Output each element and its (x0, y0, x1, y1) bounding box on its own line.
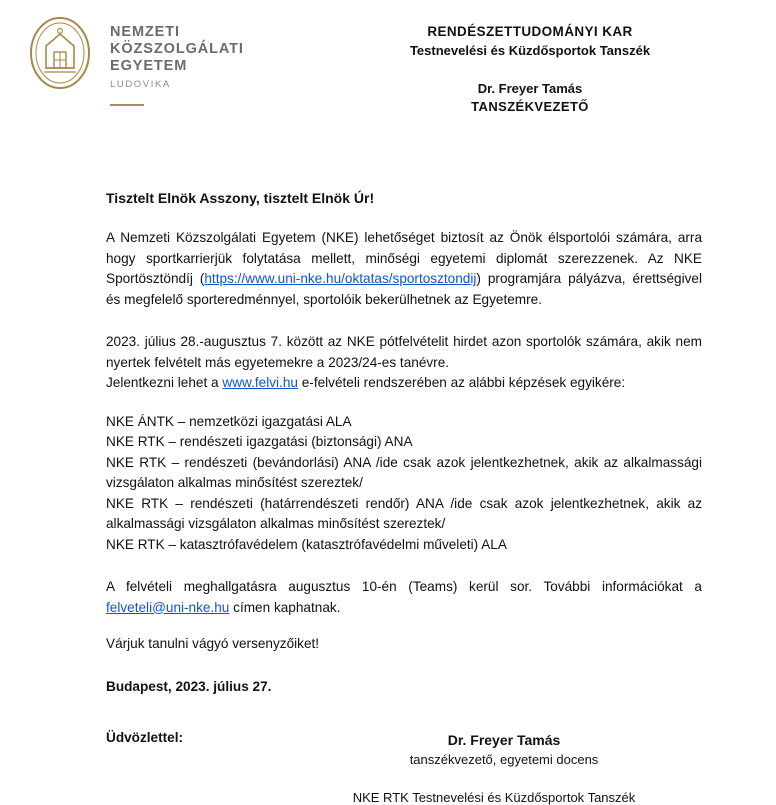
list-item: NKE ÁNTK – nemzetközi igazgatási ALA (106, 413, 352, 429)
sender-name-header: Dr. Freyer Tamás (477, 81, 583, 96)
faculty-name: RENDÉSZETTUDOMÁNYI KAR (427, 24, 633, 39)
admission-line-2-text-1: Jelentkezni lehet a (106, 375, 223, 390)
brand-rule-divider (110, 104, 144, 106)
university-branding (24, 14, 354, 106)
letterhead (0, 0, 776, 120)
signer-affiliation: NKE RTK Testnevelési és Küzdősportok Tanszék (352, 789, 636, 805)
nke-crest-icon (24, 14, 96, 92)
university-name-line-2: KÖZSZOLGÁLATI (110, 41, 244, 57)
signer-title: tanszékvezető, egyetemi docens (409, 751, 599, 767)
interview-text-2: címen kaphatnak. (229, 599, 341, 615)
paragraph-intro (106, 228, 702, 310)
felveteli-email-link[interactable]: felveteli@uni-nke.hu (106, 599, 230, 615)
university-name-block (110, 14, 244, 106)
paragraph-intro-text-2: ) programjára pályázva, érettségivel és megfelelő sporteredménnyel, sportolóik bekerülhetnek az Egyetemre. (106, 271, 702, 307)
admission-line-1: 2023. július 28.-augusztus 7. között az NKE pótfelvételit hirdet azon sportolók számára, akik nem nyertek felvételt más egyetemekre a 2023/24-es tanévre. (106, 334, 702, 370)
signature-block (106, 730, 702, 770)
salutation: Tisztelt Elnök Asszony, tisztelt Elnök Úr! (106, 190, 375, 206)
program-list (106, 412, 702, 556)
paragraph-intro-text-1: A Nemzeti Közszolgálati Egyetem (NKE) lehetőséget biztosít az Önök élsportolói számára, arra hogy sportkarrierjük folytatása mellett, minőségi egyetemi diplomát szerezzenek. Az NKE Sportösztöndíj ( (106, 230, 702, 286)
place-and-date: Budapest, 2023. július 27. (106, 678, 272, 694)
department-name: Testnevelési és Küzdősportok Tanszék (409, 43, 651, 58)
interview-text-1: A felvételi meghallgatásra augusztus 10-én (Teams) kerül sor. További információkat a (106, 579, 702, 594)
sportosztondij-link[interactable]: https://www.uni-nke.hu/oktatas/sportosztondij (204, 271, 477, 286)
paragraph-admission (106, 332, 702, 394)
university-name-line-3: EGYETEM (110, 58, 188, 74)
university-name-line-1: NEMZETI (110, 24, 180, 40)
list-item: NKE RTK – rendészeti (határrendészeti rendőr) ANA /ide csak azok jelentkezhetnek, akik az alkalmassági vizsgálaton alkalmas minősítést szereztek/ (106, 495, 702, 531)
sender-role-header: TANSZÉKVEZETŐ (471, 99, 589, 114)
closing-greeting: Üdvözlettel: (106, 729, 184, 745)
signer-name: Dr. Freyer Tamás (447, 731, 561, 748)
paragraph-closing-wish: Várjuk tanulni vágyó versenyzőiket! (106, 636, 320, 651)
letterhead-right (354, 14, 736, 116)
felvi-link[interactable]: www.felvi.hu (222, 375, 298, 390)
list-item: NKE RTK – katasztrófavédelem (katasztrófavédelmi műveleti) ALA (106, 536, 507, 552)
list-item: NKE RTK – rendészeti (bevándorlási) ANA /ide csak azok jelentkezhetnek, akik az alkalmassági vizsgálaton alkalmas minősítést szereztek/ (106, 454, 702, 490)
list-item: NKE RTK – rendészeti igazgatási (biztonsági) ANA (106, 434, 413, 449)
letter-body (0, 190, 776, 805)
admission-line-2-text-2: e-felvételi rendszerében az alábbi képzések egyikére: (297, 375, 626, 390)
paragraph-interview (106, 577, 702, 618)
signer-details (316, 730, 702, 770)
university-subtitle: LUDOVIKA (110, 79, 171, 90)
